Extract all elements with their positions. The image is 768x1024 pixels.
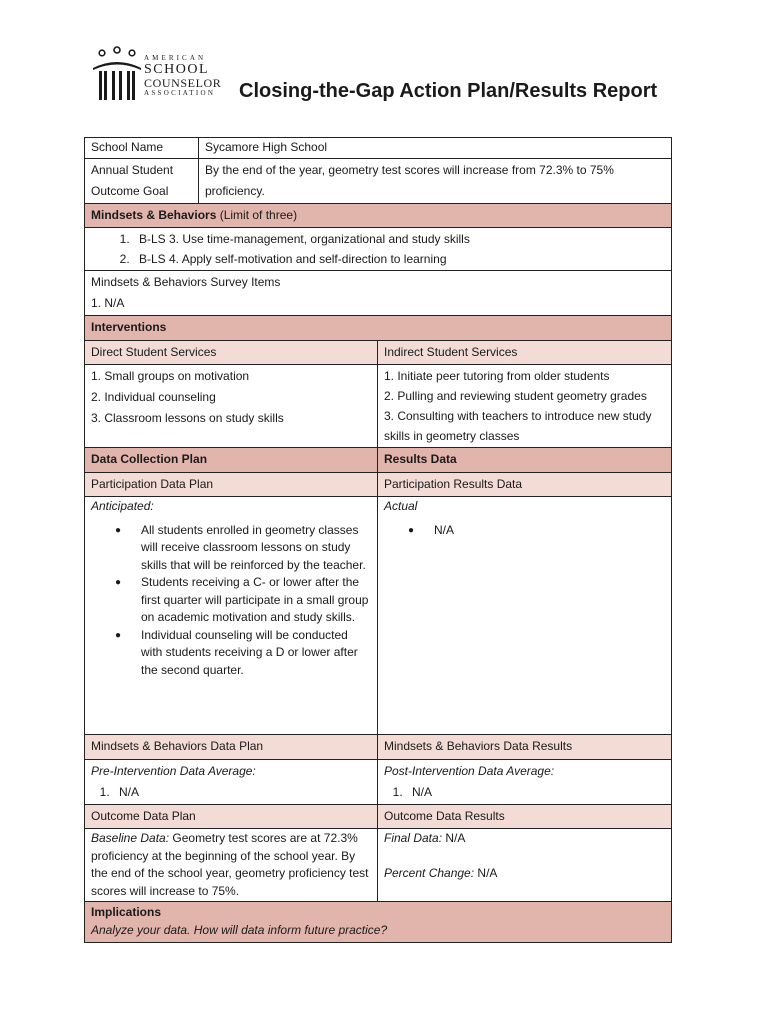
actual-cell [378,497,672,735]
survey-row [85,271,672,316]
actual-label: Actual [384,499,418,513]
school-row [85,138,672,159]
direct-service-item: 1. Small groups on motivation [91,369,250,383]
anticipated-label: Anticipated: [91,499,154,513]
org-line-1: AMERICAN [144,54,207,62]
baseline-value: Geometry test scores are at 72.3% proficiency at the beginning of the school year. By the end of the school year, geometry proficiency test scores will increase to 75%. [91,831,369,898]
mb-data-row [85,759,672,804]
goal-label-line-1: Annual Student [91,162,174,177]
direct-services-cell [85,365,378,448]
implications-heading: Implications [91,905,162,919]
participation-header-row [85,472,672,497]
final-data-label: Final Data: [384,831,443,845]
anticipated-item: ● All students enrolled in geometry classes will receive classroom lessons on study skills that will be reinforced by the teacher. [91,522,371,575]
anticipated-item: ● Students receiving a C- or lower after the first quarter will participate in a small group on academic motivation and study skills. [91,574,371,627]
mindset-item: 1. B-LS 3. Use time-management, organizational and study skills [133,229,665,249]
indirect-services-label: Indirect Student Services [378,340,672,365]
mindsets-heading-text: Mindsets & Behaviors [91,207,217,222]
org-line-3: COUNSELOR [144,76,222,90]
direct-services-label: Direct Student Services [85,340,378,365]
mb-data-results-label: Mindsets & Behaviors Data Results [378,735,672,760]
survey-cell [85,271,672,316]
goal-value: By the end of the year, geometry test scores will increase from 72.3% to 75% proficiency. [199,158,672,203]
goal-row [85,158,672,203]
percent-change-label: Percent Change: [384,865,475,880]
outcome-results-label: Outcome Data Results [378,804,672,829]
mb-data-header-row [85,735,672,760]
mindsets-heading [85,203,672,228]
baseline-cell [85,829,378,902]
data-collection-header-row [85,448,672,473]
indirect-service-item: 3. Consulting with teachers to introduce new study skills in geometry classes [384,409,652,443]
mindsets-list-row [85,228,672,271]
org-line-4: ASSOCIATION [144,89,216,97]
post-intervention-cell [378,759,672,804]
participation-plan-label: Participation Data Plan [85,472,378,497]
services-row [85,365,672,448]
participation-row [85,497,672,735]
report-table [84,137,672,943]
survey-value: 1. N/A [91,296,125,310]
goal-label [85,158,199,203]
implications-row [85,902,672,943]
implications-cell [85,902,672,943]
mindsets-heading-note: (Limit of three) [216,207,298,222]
services-header-row [85,340,672,365]
implications-prompt: Analyze your data. How will data inform future practice? [91,922,388,937]
mb-data-plan-label: Mindsets & Behaviors Data Plan [85,735,378,760]
outcome-header-row [85,804,672,829]
direct-service-item: 2. Individual counseling [91,390,216,404]
mindsets-list-cell [85,228,672,271]
pre-intervention-label: Pre-Intervention Data Average: [91,763,256,778]
anticipated-item: ● Individual counseling will be conducted with students receiving a D or lower after the second quarter. [91,627,371,680]
post-intervention-label: Post-Intervention Data Average: [384,763,555,778]
post-intervention-item: 1. N/A [406,782,665,803]
indirect-service-item: 2. Pulling and reviewing student geometry grades [384,389,647,403]
pre-intervention-cell [85,759,378,804]
baseline-label: Baseline Data: [91,831,170,845]
mindset-item: 2. B-LS 4. Apply self-motivation and self-direction to learning [133,249,665,269]
school-value: Sycamore High School [199,138,672,159]
interventions-header-row [85,316,672,341]
pre-intervention-item: 1. N/A [113,782,371,803]
mindsets-header-row [85,203,672,228]
interventions-heading: Interventions [85,316,672,341]
anticipated-cell [85,497,378,735]
final-data-cell [378,829,672,902]
org-name [144,55,221,97]
direct-service-item: 3. Classroom lessons on study skills [91,411,284,425]
data-collection-heading: Data Collection Plan [85,448,378,473]
survey-label: Mindsets & Behaviors Survey Items [91,275,281,289]
actual-item: ● N/A [384,522,665,540]
page-title: Closing-the-Gap Action Plan/Results Report [239,80,658,102]
results-data-heading: Results Data [378,448,672,473]
org-line-2: SCHOOL [144,62,210,77]
goal-label-line-2: Outcome Goal [91,183,169,198]
final-data-value: N/A [442,831,466,845]
outcome-plan-label: Outcome Data Plan [85,804,378,829]
percent-change-value: N/A [474,865,498,880]
school-label: School Name [85,138,199,159]
outcome-row [85,829,672,902]
indirect-services-cell [378,365,672,448]
indirect-service-item: 1. Initiate peer tutoring from older students [384,369,610,383]
participation-results-label: Participation Results Data [378,472,672,497]
